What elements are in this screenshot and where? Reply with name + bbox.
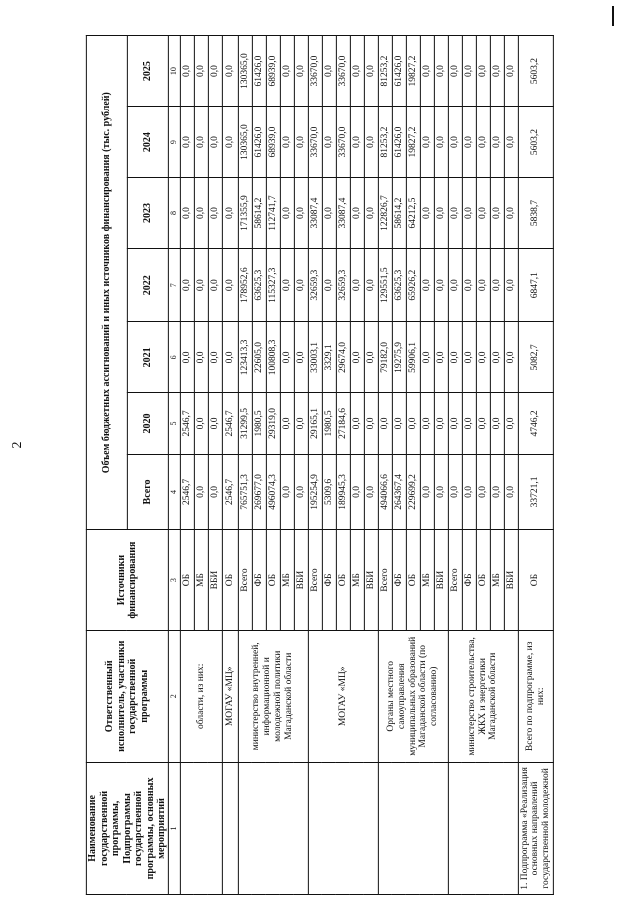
- amount-cell: 27184,6: [336, 393, 350, 454]
- amount-cell: 0,0: [194, 107, 208, 178]
- amount-cell: 0,0: [490, 36, 504, 107]
- amount-cell: 31299,5: [238, 393, 252, 454]
- amount-cell: 5309,6: [322, 454, 336, 530]
- amount-cell: 33087,4: [308, 178, 322, 249]
- amount-cell: 0,0: [490, 393, 504, 454]
- amount-cell: 0,0: [322, 249, 336, 322]
- funding-source-cell: ОБ: [180, 530, 194, 630]
- amount-cell: 0,0: [350, 249, 364, 322]
- amount-cell: 129551,5: [378, 249, 392, 322]
- amount-cell: 0,0: [208, 322, 222, 393]
- funding-source-cell: ФБ: [252, 530, 266, 630]
- amount-cell: 0,0: [448, 36, 462, 107]
- amount-cell: 5603,2: [518, 36, 554, 107]
- funding-source-cell: ВБИ: [208, 530, 222, 630]
- amount-cell: 0,0: [280, 393, 294, 454]
- funding-source-cell: ОБ: [406, 530, 420, 630]
- amount-cell: 3329,1: [322, 322, 336, 393]
- amount-cell: 68939,0: [266, 36, 280, 107]
- amount-cell: 58614,2: [252, 178, 266, 249]
- header-year-2021: 2021: [127, 322, 168, 393]
- amount-cell: 0,0: [448, 322, 462, 393]
- amount-cell: 0,0: [448, 107, 462, 178]
- amount-cell: 0,0: [322, 36, 336, 107]
- header-year-2022: 2022: [127, 249, 168, 322]
- amount-cell: 0,0: [420, 393, 434, 454]
- amount-cell: 0,0: [194, 393, 208, 454]
- amount-cell: 0,0: [180, 322, 194, 393]
- amount-cell: 0,0: [294, 178, 308, 249]
- amount-cell: 0,0: [194, 322, 208, 393]
- amount-cell: 0,0: [392, 393, 406, 454]
- amount-cell: 0,0: [222, 107, 238, 178]
- amount-cell: 0,0: [504, 393, 518, 454]
- executor-cell: министерство внутренней, информационной и молодежной политики Магаданской области: [238, 630, 308, 762]
- amount-cell: 0,0: [350, 107, 364, 178]
- amount-cell: 6847,1: [518, 249, 554, 322]
- amount-cell: 19827,2: [406, 107, 420, 178]
- funding-source-cell: Всего: [448, 530, 462, 630]
- funding-source-cell: ОБ: [266, 530, 280, 630]
- column-number: 8: [168, 178, 180, 249]
- program-name-cell: [180, 762, 222, 894]
- amount-cell: 0,0: [476, 322, 490, 393]
- column-number-row: [168, 36, 180, 895]
- funding-source-cell: МБ: [194, 530, 208, 630]
- executor-cell: МОГАУ «МЦ»: [308, 630, 378, 762]
- amount-cell: 123413,3: [238, 322, 252, 393]
- amount-cell: 0,0: [420, 178, 434, 249]
- amount-cell: 130365,0: [238, 36, 252, 107]
- amount-cell: 0,0: [476, 36, 490, 107]
- amount-cell: 0,0: [476, 393, 490, 454]
- amount-cell: 0,0: [434, 178, 448, 249]
- amount-cell: 0,0: [280, 178, 294, 249]
- amount-cell: 0,0: [350, 322, 364, 393]
- amount-cell: 189945,3: [336, 454, 350, 530]
- column-number: 1: [168, 762, 180, 894]
- amount-cell: 32659,3: [308, 249, 322, 322]
- amount-cell: 1980,5: [252, 393, 266, 454]
- table-row: [238, 36, 252, 895]
- amount-cell: 33670,0: [336, 107, 350, 178]
- funding-source-cell: ВБИ: [294, 530, 308, 630]
- amount-cell: 0,0: [504, 107, 518, 178]
- column-number: 5: [168, 393, 180, 454]
- amount-cell: 0,0: [490, 178, 504, 249]
- amount-cell: 0,0: [322, 178, 336, 249]
- funding-source-cell: ОБ: [518, 530, 554, 630]
- amount-cell: 0,0: [364, 107, 378, 178]
- amount-cell: 4746,2: [518, 393, 554, 454]
- amount-cell: 0,0: [448, 393, 462, 454]
- amount-cell: 0,0: [448, 178, 462, 249]
- amount-cell: 64212,5: [406, 178, 420, 249]
- executor-cell: области, из них:: [180, 630, 222, 762]
- amount-cell: 0,0: [504, 36, 518, 107]
- amount-cell: 0,0: [434, 322, 448, 393]
- amount-cell: 61426,0: [392, 36, 406, 107]
- funding-source-cell: ОБ: [476, 530, 490, 630]
- amount-cell: 269677,0: [252, 454, 266, 530]
- amount-cell: 178952,6: [238, 249, 252, 322]
- amount-cell: 0,0: [448, 454, 462, 530]
- amount-cell: 0,0: [490, 249, 504, 322]
- amount-cell: 0,0: [448, 249, 462, 322]
- table-row: [308, 36, 322, 895]
- amount-cell: 0,0: [208, 393, 222, 454]
- amount-cell: 33721,1: [518, 454, 554, 530]
- amount-cell: 33003,1: [308, 322, 322, 393]
- funding-source-cell: Всего: [238, 530, 252, 630]
- amount-cell: 0,0: [462, 322, 476, 393]
- amount-cell: 0,0: [490, 322, 504, 393]
- page-edge-mark: [612, 6, 614, 26]
- funding-source-cell: Всего: [378, 530, 392, 630]
- program-name-cell: [308, 762, 378, 894]
- amount-cell: 0,0: [208, 454, 222, 530]
- amount-cell: 5082,7: [518, 322, 554, 393]
- amount-cell: 130365,0: [238, 107, 252, 178]
- amount-cell: 112741,7: [266, 178, 280, 249]
- amount-cell: 19275,9: [392, 322, 406, 393]
- header-program-name: Наименование государственной программы, Подпрограммы государственной программы, основных мероприятий: [86, 762, 168, 894]
- amount-cell: 0,0: [462, 107, 476, 178]
- amount-cell: 29319,0: [266, 393, 280, 454]
- amount-cell: 0,0: [364, 454, 378, 530]
- amount-cell: 0,0: [434, 107, 448, 178]
- amount-cell: 0,0: [462, 393, 476, 454]
- amount-cell: 0,0: [378, 393, 392, 454]
- amount-cell: 115327,3: [266, 249, 280, 322]
- amount-cell: 0,0: [222, 249, 238, 322]
- executor-cell: министерство строительства, ЖКХ и энергетики Магаданской области: [448, 630, 518, 762]
- amount-cell: 61426,0: [252, 107, 266, 178]
- amount-cell: 0,0: [504, 454, 518, 530]
- amount-cell: 0,0: [222, 322, 238, 393]
- column-number: 2: [168, 630, 180, 762]
- amount-cell: 63625,3: [252, 249, 266, 322]
- column-number: 9: [168, 107, 180, 178]
- funding-source-cell: МБ: [280, 530, 294, 630]
- amount-cell: 0,0: [364, 322, 378, 393]
- program-name-cell: [448, 762, 518, 894]
- amount-cell: 0,0: [364, 36, 378, 107]
- amount-cell: 0,0: [350, 393, 364, 454]
- program-name-cell: [378, 762, 448, 894]
- amount-cell: 33670,0: [336, 36, 350, 107]
- amount-cell: 0,0: [222, 36, 238, 107]
- amount-cell: 0,0: [420, 107, 434, 178]
- amount-cell: 0,0: [194, 36, 208, 107]
- amount-cell: 0,0: [364, 249, 378, 322]
- amount-cell: 22605,0: [252, 322, 266, 393]
- program-name-cell: [222, 762, 238, 894]
- funding-source-cell: ФБ: [392, 530, 406, 630]
- amount-cell: 0,0: [406, 393, 420, 454]
- amount-cell: 0,0: [294, 107, 308, 178]
- amount-cell: 765751,3: [238, 454, 252, 530]
- funding-source-cell: МБ: [350, 530, 364, 630]
- amount-cell: 29674,0: [336, 322, 350, 393]
- amount-cell: 19827,2: [406, 36, 420, 107]
- amount-cell: 0,0: [222, 178, 238, 249]
- header-funding-volume: Объем бюджетных ассигнований и иных источников финансирования (тыс. рублей): [86, 36, 127, 530]
- amount-cell: 33670,0: [308, 107, 322, 178]
- amount-cell: 0,0: [194, 454, 208, 530]
- amount-cell: 2546,7: [222, 393, 238, 454]
- column-number: 6: [168, 322, 180, 393]
- amount-cell: 0,0: [434, 249, 448, 322]
- amount-cell: 0,0: [180, 249, 194, 322]
- header-executor: Ответственный исполнитель, участники государственной программы: [86, 630, 168, 762]
- header-year-2023: 2023: [127, 178, 168, 249]
- amount-cell: 0,0: [322, 107, 336, 178]
- funding-source-cell: ВБИ: [364, 530, 378, 630]
- column-number: 7: [168, 249, 180, 322]
- amount-cell: 79182,0: [378, 322, 392, 393]
- amount-cell: 33087,4: [336, 178, 350, 249]
- amount-cell: 0,0: [420, 36, 434, 107]
- column-number: 10: [168, 36, 180, 107]
- program-name-cell: 1. Подпрограмма «Реализация основных направлений государственной молодежной: [518, 762, 554, 894]
- header-funding-sources: Источники финансирования: [86, 530, 168, 630]
- amount-cell: 0,0: [434, 36, 448, 107]
- amount-cell: 0,0: [208, 107, 222, 178]
- amount-cell: 0,0: [208, 36, 222, 107]
- amount-cell: 63625,3: [392, 249, 406, 322]
- amount-cell: 0,0: [364, 178, 378, 249]
- amount-cell: 171355,9: [238, 178, 252, 249]
- executor-cell: Органы местного самоуправления муниципальных образований Магаданской области (по согласованию): [378, 630, 448, 762]
- amount-cell: 0,0: [180, 178, 194, 249]
- header-year-2024: 2024: [127, 107, 168, 178]
- amount-cell: 81253,2: [378, 36, 392, 107]
- amount-cell: 122826,7: [378, 178, 392, 249]
- amount-cell: 0,0: [350, 178, 364, 249]
- amount-cell: 229699,2: [406, 454, 420, 530]
- amount-cell: 0,0: [194, 178, 208, 249]
- amount-cell: 61426,0: [392, 107, 406, 178]
- funding-source-cell: МБ: [490, 530, 504, 630]
- amount-cell: 0,0: [504, 178, 518, 249]
- amount-cell: 0,0: [462, 454, 476, 530]
- amount-cell: 29165,1: [308, 393, 322, 454]
- amount-cell: 0,0: [364, 393, 378, 454]
- amount-cell: 0,0: [208, 249, 222, 322]
- financing-table: [86, 35, 554, 895]
- amount-cell: 5603,2: [518, 107, 554, 178]
- amount-cell: 0,0: [462, 249, 476, 322]
- amount-cell: 61426,0: [252, 36, 266, 107]
- amount-cell: 2546,7: [180, 393, 194, 454]
- amount-cell: 0,0: [420, 454, 434, 530]
- amount-cell: 58614,2: [392, 178, 406, 249]
- amount-cell: 0,0: [294, 393, 308, 454]
- table-row: [378, 36, 392, 895]
- amount-cell: 0,0: [294, 454, 308, 530]
- amount-cell: 81253,2: [378, 107, 392, 178]
- amount-cell: 0,0: [476, 178, 490, 249]
- amount-cell: 0,0: [420, 322, 434, 393]
- amount-cell: 0,0: [476, 107, 490, 178]
- header-year-total: Всего: [127, 454, 168, 530]
- amount-cell: 68939,0: [266, 107, 280, 178]
- table-body: [180, 36, 554, 895]
- amount-cell: 195254,9: [308, 454, 322, 530]
- amount-cell: 0,0: [294, 322, 308, 393]
- amount-cell: 0,0: [490, 454, 504, 530]
- amount-cell: 0,0: [476, 249, 490, 322]
- header-row-1: [86, 36, 127, 895]
- amount-cell: 0,0: [280, 249, 294, 322]
- amount-cell: 0,0: [350, 454, 364, 530]
- amount-cell: 33670,0: [308, 36, 322, 107]
- amount-cell: 0,0: [490, 107, 504, 178]
- funding-source-cell: МБ: [420, 530, 434, 630]
- amount-cell: 0,0: [504, 322, 518, 393]
- amount-cell: 0,0: [434, 454, 448, 530]
- amount-cell: 59906,1: [406, 322, 420, 393]
- amount-cell: 65926,2: [406, 249, 420, 322]
- amount-cell: 2546,7: [180, 454, 194, 530]
- amount-cell: 0,0: [280, 322, 294, 393]
- header-year-2025: 2025: [127, 36, 168, 107]
- table-row: [222, 36, 238, 895]
- executor-cell: МОГАУ «МЦ»: [222, 630, 238, 762]
- amount-cell: 0,0: [294, 36, 308, 107]
- amount-cell: 0,0: [280, 36, 294, 107]
- funding-source-cell: ВБИ: [434, 530, 448, 630]
- page-number: 2: [10, 441, 25, 449]
- funding-source-cell: ОБ: [222, 530, 238, 630]
- amount-cell: 0,0: [280, 454, 294, 530]
- amount-cell: 0,0: [462, 178, 476, 249]
- amount-cell: 0,0: [462, 36, 476, 107]
- program-name-cell: [238, 762, 308, 894]
- amount-cell: 496074,3: [266, 454, 280, 530]
- amount-cell: 0,0: [280, 107, 294, 178]
- amount-cell: 2546,7: [222, 454, 238, 530]
- amount-cell: 1980,5: [322, 393, 336, 454]
- funding-source-cell: ОБ: [336, 530, 350, 630]
- amount-cell: 0,0: [420, 249, 434, 322]
- amount-cell: 0,0: [180, 107, 194, 178]
- amount-cell: 0,0: [504, 249, 518, 322]
- amount-cell: 32659,3: [336, 249, 350, 322]
- funding-source-cell: ФБ: [322, 530, 336, 630]
- amount-cell: 0,0: [208, 178, 222, 249]
- executor-cell: Всего по подпрограмме, из них:: [518, 630, 554, 762]
- header-year-2020: 2020: [127, 393, 168, 454]
- amount-cell: 0,0: [476, 454, 490, 530]
- amount-cell: 0,0: [194, 249, 208, 322]
- amount-cell: 0,0: [294, 249, 308, 322]
- amount-cell: 5838,7: [518, 178, 554, 249]
- amount-cell: 0,0: [180, 36, 194, 107]
- table-row: [448, 36, 462, 895]
- amount-cell: 0,0: [350, 36, 364, 107]
- table-row: [518, 36, 554, 895]
- amount-cell: 100808,3: [266, 322, 280, 393]
- column-number: 3: [168, 530, 180, 630]
- amount-cell: 494066,6: [378, 454, 392, 530]
- column-number: 4: [168, 454, 180, 530]
- funding-source-cell: ВБИ: [504, 530, 518, 630]
- amount-cell: 0,0: [434, 393, 448, 454]
- amount-cell: 264367,4: [392, 454, 406, 530]
- table-row: [180, 36, 194, 895]
- funding-source-cell: Всего: [308, 530, 322, 630]
- funding-source-cell: ФБ: [462, 530, 476, 630]
